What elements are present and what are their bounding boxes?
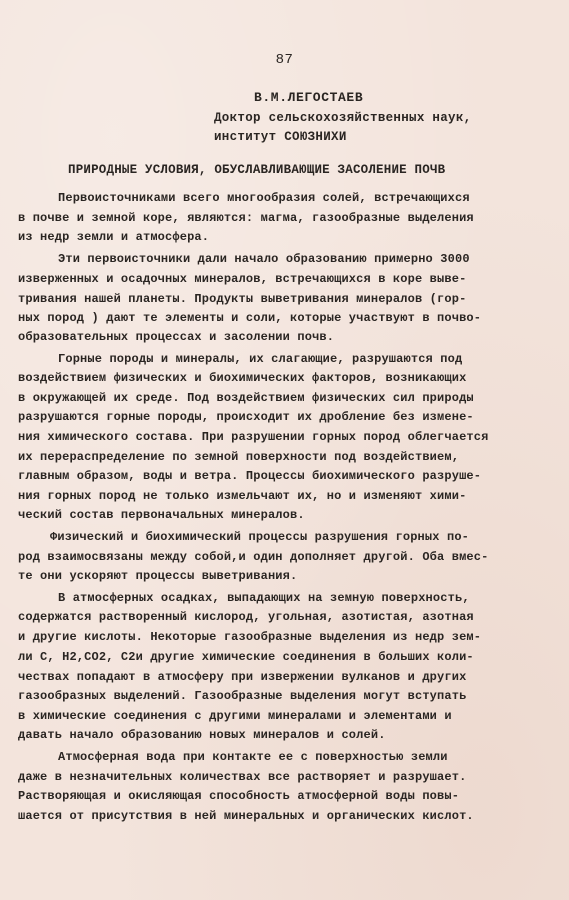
- text-line: воздействием физических и биохимических факторов, возникающих: [18, 371, 467, 385]
- text-line: тривания нашей планеты. Продукты выветривания минералов (гор-: [18, 292, 467, 306]
- text-line: шается от присутствия в ней минеральных и органических кислот.: [18, 809, 474, 823]
- text-line: главным образом, воды и ветра. Процессы биохимического разруше-: [18, 469, 482, 483]
- text-line: в почве и земной коре, являются: магма, газообразные выделения: [18, 211, 474, 225]
- text-line: Горные породы и минералы, их слагающие, разрушаются под: [58, 352, 463, 366]
- text-line: разрушаются горные породы, происходит их дробление без измене-: [18, 410, 474, 424]
- text-line: Эти первоисточники дали начало образованию примерно 3000: [58, 252, 470, 266]
- text-line: давать начало образованию новых минералов и солей.: [18, 728, 386, 742]
- text-line: ческий состав первоначальных минералов.: [18, 508, 305, 522]
- author-degree: Доктор сельскохозяйственных наук,: [214, 111, 472, 125]
- text-line: ния горных пород не только измельчают их, но и изменяют хими-: [18, 489, 467, 503]
- text-line: Атмосферная вода при контакте ее с поверхностью земли: [58, 750, 448, 764]
- text-line: те они ускоряют процессы выветривания.: [18, 569, 298, 583]
- text-line: в окружающей их среде. Под воздействием физических сил природы: [18, 391, 474, 405]
- text-line: их перераспределение по земной поверхности под воздействием,: [18, 450, 460, 464]
- text-line: газообразных выделений. Газообразные выделения могут вступать: [18, 689, 467, 703]
- page-number: 87: [275, 52, 294, 68]
- author-name: В.М.ЛЕГОСТАЕВ: [254, 90, 364, 105]
- text-line: изверженных и осадочных минералов, встречающихся в коре выве-: [18, 272, 467, 286]
- text-line: в химические соединения с другими минералами и элементами и: [18, 709, 452, 723]
- text-line: и другие кислоты. Некоторые газообразные выделения из недр зем-: [18, 630, 482, 644]
- text-line: В атмосферных осадках, выпадающих на земную поверхность,: [58, 591, 470, 605]
- text-line: содержатся растворенный кислород, угольная, азотистая, азотная: [18, 610, 474, 624]
- author-institute: институт СОЮЗНИХИ: [214, 130, 347, 144]
- text-line: из недр земли и атмосфера.: [18, 230, 210, 244]
- article-title: ПРИРОДНЫЕ УСЛОВИЯ, ОБУСЛАВЛИВАЮЩИЕ ЗАСОЛЕНИЕ ПОЧВ: [68, 163, 446, 177]
- text-line: даже в незначительных количествах все растворяет и разрушает.: [18, 770, 467, 784]
- text-line: образовательных процессах и засолении почв.: [18, 330, 335, 344]
- text-line: ных пород ) дают те элементы и соли, которые участвуют в почво-: [18, 311, 482, 325]
- text-line: чествах попадают в атмосферу при извержении вулканов и других: [18, 670, 467, 684]
- text-line: Физический и биохимический процессы разрушения горных по-: [50, 530, 470, 544]
- text-line: ли C, H2,CO2, C2и другие химические соединения в больших коли-: [18, 650, 474, 664]
- text-line: род взаимосвязаны между собой,и один дополняет другой. Оба вмес-: [18, 550, 489, 564]
- text-line: Растворяющая и окисляющая способность атмосферной воды повы-: [18, 789, 460, 803]
- text-line: Первоисточниками всего многообразия солей, встречающихся: [58, 191, 470, 205]
- text-line: ния химического состава. При разрушении горных пород облегчается: [18, 430, 489, 444]
